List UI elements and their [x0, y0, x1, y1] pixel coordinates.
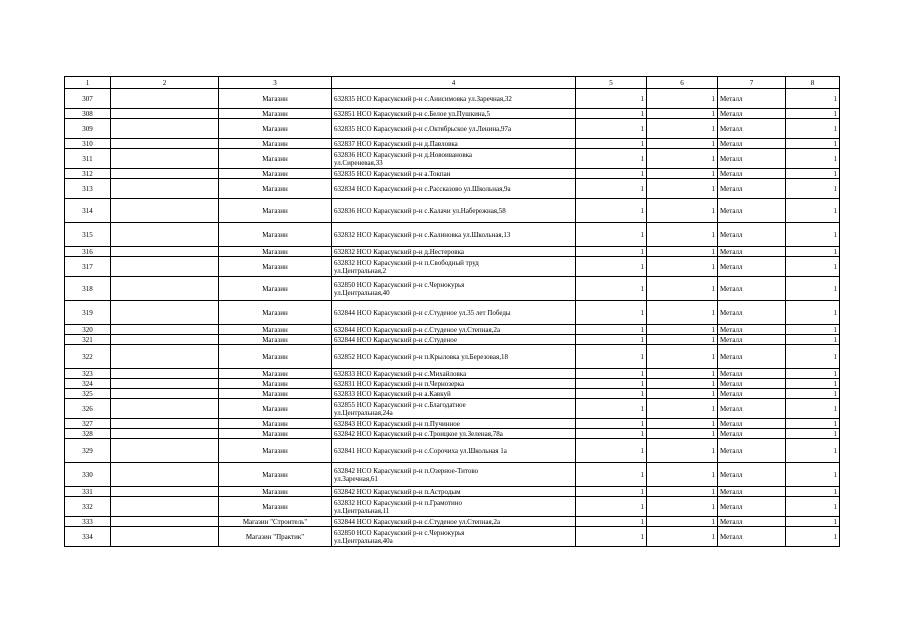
header-col-4: 4: [332, 77, 576, 89]
table-row: [65, 497, 840, 517]
material: Металл: [718, 345, 786, 369]
col5-value: 1: [576, 527, 647, 547]
row-number: 323: [65, 369, 111, 379]
material: Металл: [718, 335, 786, 345]
col5-value: 1: [576, 179, 647, 199]
object-type: Магазин: [219, 247, 332, 257]
address: 632832 НСО Карасукский р-н п.Грамотино ул.Центральная,11: [332, 497, 576, 517]
col6-value: 1: [647, 301, 718, 325]
row-number: 318: [65, 277, 111, 301]
row-empty-cell: [111, 463, 219, 487]
object-type: Магазин: [219, 389, 332, 399]
table-row: [65, 169, 840, 179]
table-row: [65, 179, 840, 199]
row-empty-cell: [111, 517, 219, 527]
table-row: [65, 379, 840, 389]
material: Металл: [718, 379, 786, 389]
object-type: Магазин: [219, 179, 332, 199]
material: Металл: [718, 109, 786, 119]
col5-value: 1: [576, 325, 647, 335]
row-empty-cell: [111, 179, 219, 199]
object-type: Магазин "Практик": [219, 527, 332, 547]
col8-value: 1: [786, 169, 840, 179]
col5-value: 1: [576, 389, 647, 399]
row-empty-cell: [111, 487, 219, 497]
col5-value: 1: [576, 419, 647, 429]
row-number: 322: [65, 345, 111, 369]
header-row: [65, 77, 840, 89]
col8-value: 1: [786, 497, 840, 517]
table-row: [65, 119, 840, 139]
col8-value: 1: [786, 463, 840, 487]
col5-value: 1: [576, 345, 647, 369]
row-empty-cell: [111, 109, 219, 119]
col5-value: 1: [576, 89, 647, 109]
object-type: Магазин: [219, 487, 332, 497]
object-type: Магазин: [219, 345, 332, 369]
material: Металл: [718, 89, 786, 109]
address: 632836 НСО Карасукский р-н д.Новоивановка ул.Сиреневая,33: [332, 149, 576, 169]
col5-value: 1: [576, 257, 647, 277]
row-number: 316: [65, 247, 111, 257]
address: 632855 НСО Карасукский р-н с.Благодатное ул.Центральная,24а: [332, 399, 576, 419]
row-number: 328: [65, 429, 111, 439]
col6-value: 1: [647, 463, 718, 487]
row-number: 330: [65, 463, 111, 487]
material: Металл: [718, 257, 786, 277]
header-col-2: 2: [111, 77, 219, 89]
col6-value: 1: [647, 119, 718, 139]
material: Металл: [718, 389, 786, 399]
table-row: [65, 199, 840, 223]
address: 632844 НСО Карасукский р-н с.Студеное ул.35 лет Победы: [332, 301, 576, 325]
address: 632832 НСО Карасукский р-н с.Калиновка ул.Школьная,13: [332, 223, 576, 247]
table-row: [65, 149, 840, 169]
address: 632844 НСО Карасукский р-н с.Студеное ул.Степная,2а: [332, 517, 576, 527]
row-number: 310: [65, 139, 111, 149]
col8-value: 1: [786, 179, 840, 199]
row-empty-cell: [111, 247, 219, 257]
object-type: Магазин: [219, 325, 332, 335]
col5-value: 1: [576, 301, 647, 325]
table-row: [65, 89, 840, 109]
address: 632842 НСО Карасукский р-н с.Троицкое ул.Зеленая,78а: [332, 429, 576, 439]
col8-value: 1: [786, 429, 840, 439]
col5-value: 1: [576, 517, 647, 527]
col8-value: 1: [786, 389, 840, 399]
table-row: [65, 429, 840, 439]
row-number: 321: [65, 335, 111, 345]
material: Металл: [718, 419, 786, 429]
table-row: [65, 419, 840, 429]
material: Металл: [718, 301, 786, 325]
address: 632844 НСО Карасукский р-н с.Студеное ул.Степная,2а: [332, 325, 576, 335]
object-type: Магазин: [219, 89, 332, 109]
address: 632842 НСО Карасукский р-н п.Астродым: [332, 487, 576, 497]
col8-value: 1: [786, 527, 840, 547]
row-empty-cell: [111, 149, 219, 169]
row-empty-cell: [111, 199, 219, 223]
address: 632841 НСО Карасукский р-н с.Сорочиха ул.Школьная 1а: [332, 439, 576, 463]
row-empty-cell: [111, 439, 219, 463]
col5-value: 1: [576, 379, 647, 389]
address: 632842 НСО Карасукский р-н п.Озерное-Титово ул.Заречная,61: [332, 463, 576, 487]
material: Металл: [718, 517, 786, 527]
material: Металл: [718, 247, 786, 257]
table-row: [65, 109, 840, 119]
col5-value: 1: [576, 399, 647, 419]
object-type: Магазин: [219, 399, 332, 419]
row-number: 313: [65, 179, 111, 199]
row-empty-cell: [111, 419, 219, 429]
object-type: Магазин: [219, 379, 332, 389]
address: 632850 НСО Карасукский р-н с.Чернокурья ул.Центральная,40а: [332, 527, 576, 547]
col6-value: 1: [647, 379, 718, 389]
col5-value: 1: [576, 223, 647, 247]
address: 632851 НСО Карасукский р-н с.Белое ул.Пушкина,5: [332, 109, 576, 119]
header-col-6: 6: [647, 77, 718, 89]
row-number: 320: [65, 325, 111, 335]
col6-value: 1: [647, 109, 718, 119]
material: Металл: [718, 149, 786, 169]
material: Металл: [718, 179, 786, 199]
object-type: Магазин: [219, 301, 332, 325]
table-row: [65, 325, 840, 335]
row-number: 324: [65, 379, 111, 389]
table-row: [65, 301, 840, 325]
col6-value: 1: [647, 169, 718, 179]
object-type: Магазин: [219, 199, 332, 223]
col8-value: 1: [786, 199, 840, 223]
col6-value: 1: [647, 149, 718, 169]
object-type: Магазин: [219, 223, 332, 247]
material: Металл: [718, 497, 786, 517]
col8-value: 1: [786, 487, 840, 497]
col6-value: 1: [647, 89, 718, 109]
col6-value: 1: [647, 139, 718, 149]
object-type: Магазин: [219, 369, 332, 379]
col6-value: 1: [647, 257, 718, 277]
col8-value: 1: [786, 379, 840, 389]
row-number: 317: [65, 257, 111, 277]
row-number: 312: [65, 169, 111, 179]
object-type: Магазин "Строитель": [219, 517, 332, 527]
address: 632844 НСО Карасукский р-н с.Студеное: [332, 335, 576, 345]
col5-value: 1: [576, 109, 647, 119]
table-row: [65, 439, 840, 463]
row-empty-cell: [111, 527, 219, 547]
material: Металл: [718, 277, 786, 301]
col8-value: 1: [786, 419, 840, 429]
col5-value: 1: [576, 497, 647, 517]
table-row: [65, 247, 840, 257]
col8-value: 1: [786, 89, 840, 109]
object-type: Магазин: [219, 419, 332, 429]
row-empty-cell: [111, 389, 219, 399]
address: 632835 НСО Карасукский р-н с.Анисимовка ул.Заречная,32: [332, 89, 576, 109]
object-type: Магазин: [219, 497, 332, 517]
table-body: [65, 89, 840, 547]
object-type: Магазин: [219, 463, 332, 487]
col5-value: 1: [576, 487, 647, 497]
material: Металл: [718, 139, 786, 149]
address: 632837 НСО Карасукский р-н д.Павловка: [332, 139, 576, 149]
row-empty-cell: [111, 369, 219, 379]
row-empty-cell: [111, 301, 219, 325]
row-number: 334: [65, 527, 111, 547]
col6-value: 1: [647, 439, 718, 463]
address: 632850 НСО Карасукский р-н с.Чернокурья ул.Центральная,40: [332, 277, 576, 301]
header-col-8: 8: [786, 77, 840, 89]
row-empty-cell: [111, 325, 219, 335]
row-number: 319: [65, 301, 111, 325]
col6-value: 1: [647, 223, 718, 247]
row-empty-cell: [111, 139, 219, 149]
row-number: 315: [65, 223, 111, 247]
material: Металл: [718, 325, 786, 335]
object-type: Магазин: [219, 439, 332, 463]
row-empty-cell: [111, 429, 219, 439]
address: 632836 НСО Карасукский р-н с.Калачи ул.Набережная,58: [332, 199, 576, 223]
col5-value: 1: [576, 119, 647, 139]
col8-value: 1: [786, 119, 840, 139]
row-empty-cell: [111, 257, 219, 277]
col5-value: 1: [576, 139, 647, 149]
address: 632835 НСО Карасукский р-н а.Токпан: [332, 169, 576, 179]
col6-value: 1: [647, 335, 718, 345]
col6-value: 1: [647, 277, 718, 301]
row-empty-cell: [111, 335, 219, 345]
row-number: 309: [65, 119, 111, 139]
row-number: 329: [65, 439, 111, 463]
row-empty-cell: [111, 345, 219, 369]
col8-value: 1: [786, 139, 840, 149]
col5-value: 1: [576, 429, 647, 439]
table-row: [65, 139, 840, 149]
header-col-5: 5: [576, 77, 647, 89]
row-number: 327: [65, 419, 111, 429]
material: Металл: [718, 527, 786, 547]
row-number: 311: [65, 149, 111, 169]
material: Металл: [718, 223, 786, 247]
col8-value: 1: [786, 439, 840, 463]
col5-value: 1: [576, 149, 647, 169]
col8-value: 1: [786, 247, 840, 257]
col6-value: 1: [647, 487, 718, 497]
table-row: [65, 257, 840, 277]
col5-value: 1: [576, 199, 647, 223]
col5-value: 1: [576, 369, 647, 379]
col8-value: 1: [786, 517, 840, 527]
col5-value: 1: [576, 335, 647, 345]
object-type: Магазин: [219, 169, 332, 179]
col5-value: 1: [576, 277, 647, 301]
row-empty-cell: [111, 277, 219, 301]
col8-value: 1: [786, 335, 840, 345]
table-row: [65, 399, 840, 419]
col6-value: 1: [647, 247, 718, 257]
object-type: Магазин: [219, 109, 332, 119]
table-row: [65, 527, 840, 547]
col6-value: 1: [647, 179, 718, 199]
col6-value: 1: [647, 419, 718, 429]
row-number: 325: [65, 389, 111, 399]
col8-value: 1: [786, 369, 840, 379]
material: Металл: [718, 463, 786, 487]
address: 632834 НСО Карасукский р-н с.Рассказово ул.Школьная,9а: [332, 179, 576, 199]
col6-value: 1: [647, 527, 718, 547]
row-empty-cell: [111, 497, 219, 517]
material: Металл: [718, 199, 786, 223]
row-number: 332: [65, 497, 111, 517]
row-empty-cell: [111, 119, 219, 139]
address: 632831 НСО Карасукский р-н п.Чернозерка: [332, 379, 576, 389]
address: 632832 НСО Карасукский р-н п.Свободный труд ул.Центральная,2: [332, 257, 576, 277]
object-type: Магазин: [219, 119, 332, 139]
table-row: [65, 389, 840, 399]
row-empty-cell: [111, 379, 219, 389]
col8-value: 1: [786, 277, 840, 301]
object-type: Магазин: [219, 257, 332, 277]
table-row: [65, 223, 840, 247]
col6-value: 1: [647, 517, 718, 527]
col8-value: 1: [786, 223, 840, 247]
col6-value: 1: [647, 429, 718, 439]
col8-value: 1: [786, 301, 840, 325]
col8-value: 1: [786, 399, 840, 419]
col8-value: 1: [786, 325, 840, 335]
table-row: [65, 517, 840, 527]
row-number: 314: [65, 199, 111, 223]
object-type: Магазин: [219, 149, 332, 169]
table-row: [65, 487, 840, 497]
row-number: 307: [65, 89, 111, 109]
col6-value: 1: [647, 325, 718, 335]
table-row: [65, 369, 840, 379]
row-number: 333: [65, 517, 111, 527]
address: 632833 НСО Карасукский р-н с.Михайловка: [332, 369, 576, 379]
col8-value: 1: [786, 109, 840, 119]
row-empty-cell: [111, 89, 219, 109]
col5-value: 1: [576, 247, 647, 257]
material: Металл: [718, 169, 786, 179]
col6-value: 1: [647, 199, 718, 223]
col6-value: 1: [647, 389, 718, 399]
col5-value: 1: [576, 439, 647, 463]
row-empty-cell: [111, 169, 219, 179]
material: Металл: [718, 439, 786, 463]
material: Металл: [718, 399, 786, 419]
col5-value: 1: [576, 169, 647, 179]
object-type: Магазин: [219, 429, 332, 439]
address: 632832 НСО Карасукский р-н д.Нестеровка: [332, 247, 576, 257]
col5-value: 1: [576, 463, 647, 487]
object-type: Магазин: [219, 335, 332, 345]
object-type: Магазин: [219, 277, 332, 301]
registry-table: [64, 76, 840, 547]
table-row: [65, 335, 840, 345]
address: 632833 НСО Карасукский р-н а.Кавкуй: [332, 389, 576, 399]
col6-value: 1: [647, 369, 718, 379]
col8-value: 1: [786, 257, 840, 277]
address: 632852 НСО Карасукский р-н п.Крыловка ул.Березовая,18: [332, 345, 576, 369]
object-type: Магазин: [219, 139, 332, 149]
material: Металл: [718, 429, 786, 439]
col6-value: 1: [647, 345, 718, 369]
header-col-7: 7: [718, 77, 786, 89]
material: Металл: [718, 119, 786, 139]
material: Металл: [718, 487, 786, 497]
table-row: [65, 463, 840, 487]
table-row: [65, 345, 840, 369]
col6-value: 1: [647, 497, 718, 517]
table-row: [65, 277, 840, 301]
row-number: 308: [65, 109, 111, 119]
col8-value: 1: [786, 149, 840, 169]
address: 632835 НСО Карасукский р-н с.Октябрьское ул.Ленина,97а: [332, 119, 576, 139]
header-col-1: 1: [65, 77, 111, 89]
row-number: 326: [65, 399, 111, 419]
row-empty-cell: [111, 399, 219, 419]
col6-value: 1: [647, 399, 718, 419]
address: 632843 НСО Карасукский р-н п.Пучинное: [332, 419, 576, 429]
material: Металл: [718, 369, 786, 379]
col8-value: 1: [786, 345, 840, 369]
row-number: 331: [65, 487, 111, 497]
row-empty-cell: [111, 223, 219, 247]
header-col-3: 3: [219, 77, 332, 89]
